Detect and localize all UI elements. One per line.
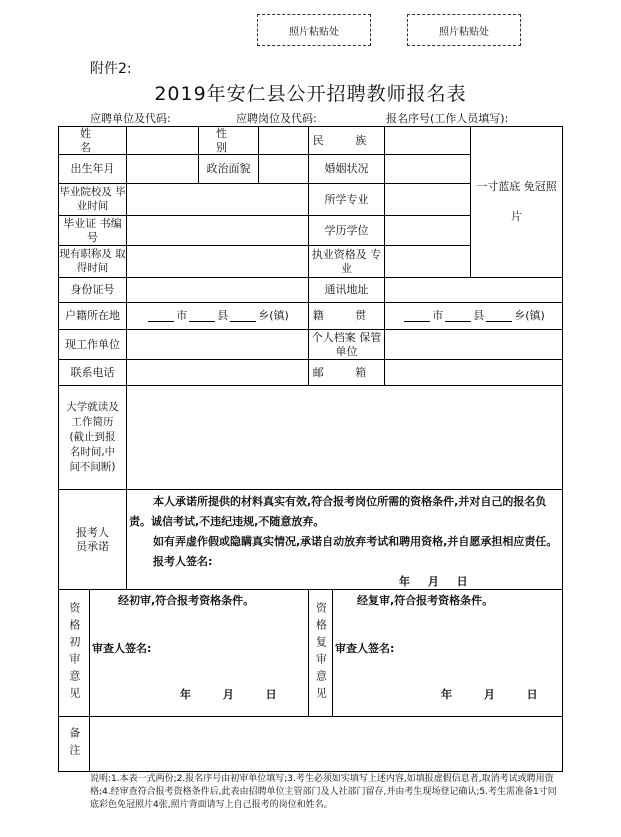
initial-review-signer: 审查人签名:: [92, 642, 152, 655]
header-unit: 应聘单位及代码:: [90, 112, 171, 125]
native-county: 县: [473, 309, 485, 323]
label-birth: 出生年月: [58, 155, 127, 184]
label-marital: 婚姻状况: [309, 155, 385, 184]
label-title-cert: 现有职称及 取得时间: [58, 246, 127, 278]
initial-review-date: 年 月 日: [180, 688, 277, 701]
field-birth[interactable]: [127, 155, 199, 184]
field-marital[interactable]: [385, 155, 471, 184]
label-license: 执业资格及 专业: [309, 246, 385, 278]
initial-review-text: 经初审,符合报考资格条件。: [118, 594, 255, 607]
initial-review-box: [90, 590, 309, 717]
pledge-paragraph-1: 本人承诺所提供的材料真实有效,符合报考岗位所需的资格条件,并对自己的报名负责。诚信考试,不违纪违规,不随意放弃。: [129, 495, 547, 528]
field-ethnicity[interactable]: [385, 126, 471, 155]
field-native[interactable]: [385, 303, 563, 330]
footnote: 说明:1.本表一式两份;2.报名序号由初审单位填写;3.考生必须如实填写上述内容,如填报虚假信息者,取消考试或聘用资格;4.经审查符合报考资格条件后,此表由招聘单位主管部门及人社部门留存,并由考生现场登记确认;5.考生需准备1寸同底彩色免冠照片4张,照片背面请写上自己报考的岗位和姓名。: [90, 774, 557, 810]
label-resume: 大学就读及工作简历(截止到报名时间,中间不间断): [58, 386, 127, 490]
household-county: 县: [217, 309, 229, 323]
household-town: 乡(镇): [258, 309, 289, 323]
attachment-label: 附件2:: [90, 61, 132, 77]
photo-paste-box-2: 照片粘贴处: [407, 14, 521, 46]
label-major: 所学专业: [309, 184, 385, 216]
re-review-box: [333, 590, 563, 717]
photo-paste-box-1: 照片粘贴处: [257, 14, 371, 46]
field-phone[interactable]: [127, 360, 309, 386]
label-phone: 联系电话: [58, 360, 127, 386]
field-household[interactable]: [127, 303, 309, 330]
native-city: 市: [432, 309, 444, 323]
pledge-content: [127, 490, 563, 590]
label-archive: 个人档案 保管单位: [309, 330, 385, 360]
native-town: 乡(镇): [514, 309, 545, 323]
label-school: 毕业院校及 毕业时间: [58, 184, 127, 216]
field-remarks[interactable]: [90, 717, 563, 772]
field-archive[interactable]: [385, 330, 563, 360]
page-title: 2019年安仁县公开招聘教师报名表: [154, 83, 467, 105]
field-gender[interactable]: [259, 126, 309, 155]
label-workplace: 现工作单位: [58, 330, 127, 360]
field-title-cert[interactable]: [127, 246, 309, 278]
household-city: 市: [176, 309, 188, 323]
field-major[interactable]: [385, 184, 471, 216]
re-review-signer: 审查人签名:: [335, 642, 395, 655]
photo-area: 一寸蓝底 免冠照片: [471, 126, 563, 278]
label-cert: 毕业证 书编号: [58, 216, 127, 246]
field-email[interactable]: [385, 360, 563, 386]
field-politics[interactable]: [259, 155, 309, 184]
field-resume[interactable]: [127, 386, 563, 490]
label-id: 身份证号: [58, 278, 127, 303]
label-politics: 政治面貌: [199, 155, 259, 184]
field-address[interactable]: [385, 278, 563, 303]
pledge-date: 年 月 日: [399, 575, 468, 588]
label-email: 邮 箱: [309, 360, 385, 386]
header-serial: 报名序号(工作人员填写):: [386, 112, 509, 125]
field-degree[interactable]: [385, 216, 471, 246]
pledge-sign-label: 报考人签名:: [153, 555, 213, 568]
label-gender: 性 别: [199, 126, 259, 155]
registration-form: [58, 126, 563, 772]
label-household: 户籍所在地: [58, 303, 127, 330]
label-ethnicity: 民 族: [309, 126, 385, 155]
field-cert[interactable]: [127, 216, 309, 246]
label-remarks: 备注: [58, 717, 90, 772]
header-position: 应聘岗位及代码:: [236, 112, 317, 125]
label-address: 通讯地址: [309, 278, 385, 303]
label-native: 籍 贯: [309, 303, 385, 330]
label-initial-review: 资格初审意见: [58, 590, 90, 717]
field-school[interactable]: [127, 184, 309, 216]
label-re-review: 资格复审意见: [309, 590, 333, 717]
field-workplace[interactable]: [127, 330, 309, 360]
pledge-paragraph-2: 如有弄虚作假或隐瞒真实情况,承诺自动放弃考试和聘用资格,并自愿承担相应责任。: [153, 535, 558, 548]
field-name[interactable]: [127, 126, 199, 155]
label-pledge: 报考人员承诺: [58, 490, 127, 590]
field-id[interactable]: [127, 278, 309, 303]
label-name: 姓 名: [58, 126, 127, 155]
re-review-date: 年 月 日: [441, 688, 538, 701]
field-license[interactable]: [385, 246, 471, 278]
label-degree: 学历学位: [309, 216, 385, 246]
re-review-text: 经复审,符合报考资格条件。: [357, 594, 494, 607]
